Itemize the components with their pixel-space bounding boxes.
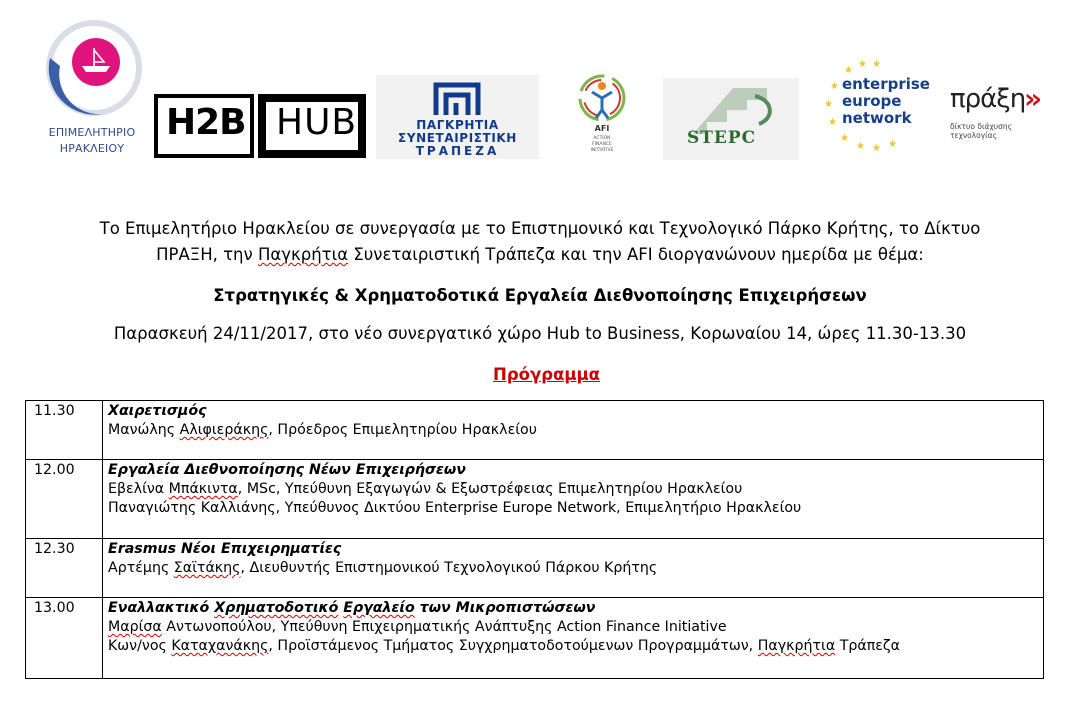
praxi-arrows-icon: » [1024, 82, 1043, 115]
session-details [103, 539, 1044, 598]
afi-name: AFI [594, 124, 610, 133]
h2b-text: H2B [166, 102, 246, 143]
chamber-name-line1: ΕΠΙΜΕΛΗΤΗΡΙΟ [48, 126, 136, 139]
bank-name-line3: ΤΡΑΠΕΖΑ [415, 144, 500, 158]
table-row [26, 460, 1044, 539]
session-time: 11.30 [26, 401, 103, 460]
bank-meander-icon [432, 81, 482, 117]
session-title: Εναλλακτικό Χρηματοδοτικό Εργαλείο των Μικροπιστώσεων [108, 600, 596, 616]
session-details [103, 401, 1044, 460]
praxi-tagline: δίκτυο διάχυσης τεχνολογίας [950, 122, 1013, 140]
afi-subtitle: ACTION FINANCE INITIATIVE [590, 136, 614, 153]
session-details [103, 460, 1044, 539]
session-title: Erasmus Νέοι Επιχειρηματίες [108, 541, 342, 557]
speaker-line: Εβελίνα Μπάκιντα, MSc, Υπεύθυνη Εξαγωγών & Εξωστρέφειας Επιμελητηρίου Ηρακλείου [108, 481, 743, 497]
bank-name-line1: ΠΑΓΚΡΗΤΙΑ [416, 118, 499, 132]
bank-name-line2: ΣΥΝΕΤΑΙΡΙΣΤΙΚΗ [398, 131, 517, 145]
speaker-line: Παναγιώτης Καλλιάνης, Υπεύθυνος Δικτύου Enterprise Europe Network, Επιμελητήριο Ηρακλείου [108, 500, 802, 516]
table-row [26, 598, 1044, 679]
pancretan-bank-logo [376, 75, 539, 159]
een-line1: enterprise [842, 75, 930, 93]
enterprise-europe-network-logo: ★ ★ ★ ★ ★ ★ ★ ★ ★ ★ enterprise europe network [824, 59, 930, 154]
speaker-line: Αρτέμης Σαϊτάκης, Διευθυντής Επιστημονικού Τεχνολογικού Πάρκου Κρήτης [108, 560, 658, 576]
afi-figure-icon [576, 72, 628, 124]
session-title: Εργαλεία Διεθνοποίησης Νέων Επιχειρήσεων [108, 462, 466, 478]
program-heading: Πρόγραμμα [493, 365, 600, 384]
speaker-line: Κων/νος Καταχανάκης, Προϊστάμενος Τμήματος Συγχρηματοδοτούμενων Προγραμμάτων, Παγκρήτια Τράπεζα [108, 638, 901, 654]
stepc-logo [663, 78, 799, 160]
session-details [103, 598, 1044, 679]
chamber-emblem-icon [32, 18, 152, 124]
schedule-table [25, 400, 1044, 679]
een-line3: network [842, 109, 912, 127]
intro-line1: Το Επιμελητήριο Ηρακλείου σε συνεργασία με το Επιστημονικό και Τεχνολογικό Πάρκο Κρήτης, το Δίκτυο [99, 219, 981, 238]
hub-text: HUB [276, 102, 358, 143]
chamber-name-line2: ΗΡΑΚΛΕΙΟΥ [59, 142, 125, 155]
praxi-logo [942, 80, 1052, 140]
speaker-line: Μανώλης Αλιφιεράκης, Πρόεδρος Επιμελητηρίου Ηρακλείου [108, 422, 537, 438]
event-title: Στρατηγικές & Χρηματοδοτικά Εργαλεία Διεθνοποίησης Επιχειρήσεων [213, 286, 867, 305]
logo-bar [0, 0, 1079, 170]
chamber-logo [30, 18, 154, 160]
stepc-name: STEPC [687, 128, 757, 148]
session-time: 12.00 [26, 460, 103, 539]
session-time: 13.00 [26, 598, 103, 679]
intro-line2: ΠΡΑΞΗ, την Παγκρήτια Συνεταιριστική Τράπεζα και την AFI διοργανώνουν ημερίδα με θέμα: [156, 245, 924, 264]
h2b-hub-logo [154, 94, 366, 158]
speaker-line: Μαρίσα Αντωνοπούλου, Υπεύθυνη Επιχειρηματικής Ανάπτυξης Action Finance Initiative [108, 619, 727, 635]
session-title: Χαιρετισμός [108, 403, 207, 419]
table-row [26, 539, 1044, 598]
praxi-name: πράξη [950, 84, 1026, 114]
afi-logo [570, 72, 634, 160]
session-time: 12.30 [26, 539, 103, 598]
intro-paragraph [40, 216, 1040, 268]
table-row [26, 401, 1044, 460]
event-date-location: Παρασκευή 24/11/2017, στο νέο συνεργατικό χώρο Hub to Business, Κορωναίου 14, ώρες 11.30-13.30 [113, 324, 967, 343]
een-line2: europe [842, 92, 902, 110]
